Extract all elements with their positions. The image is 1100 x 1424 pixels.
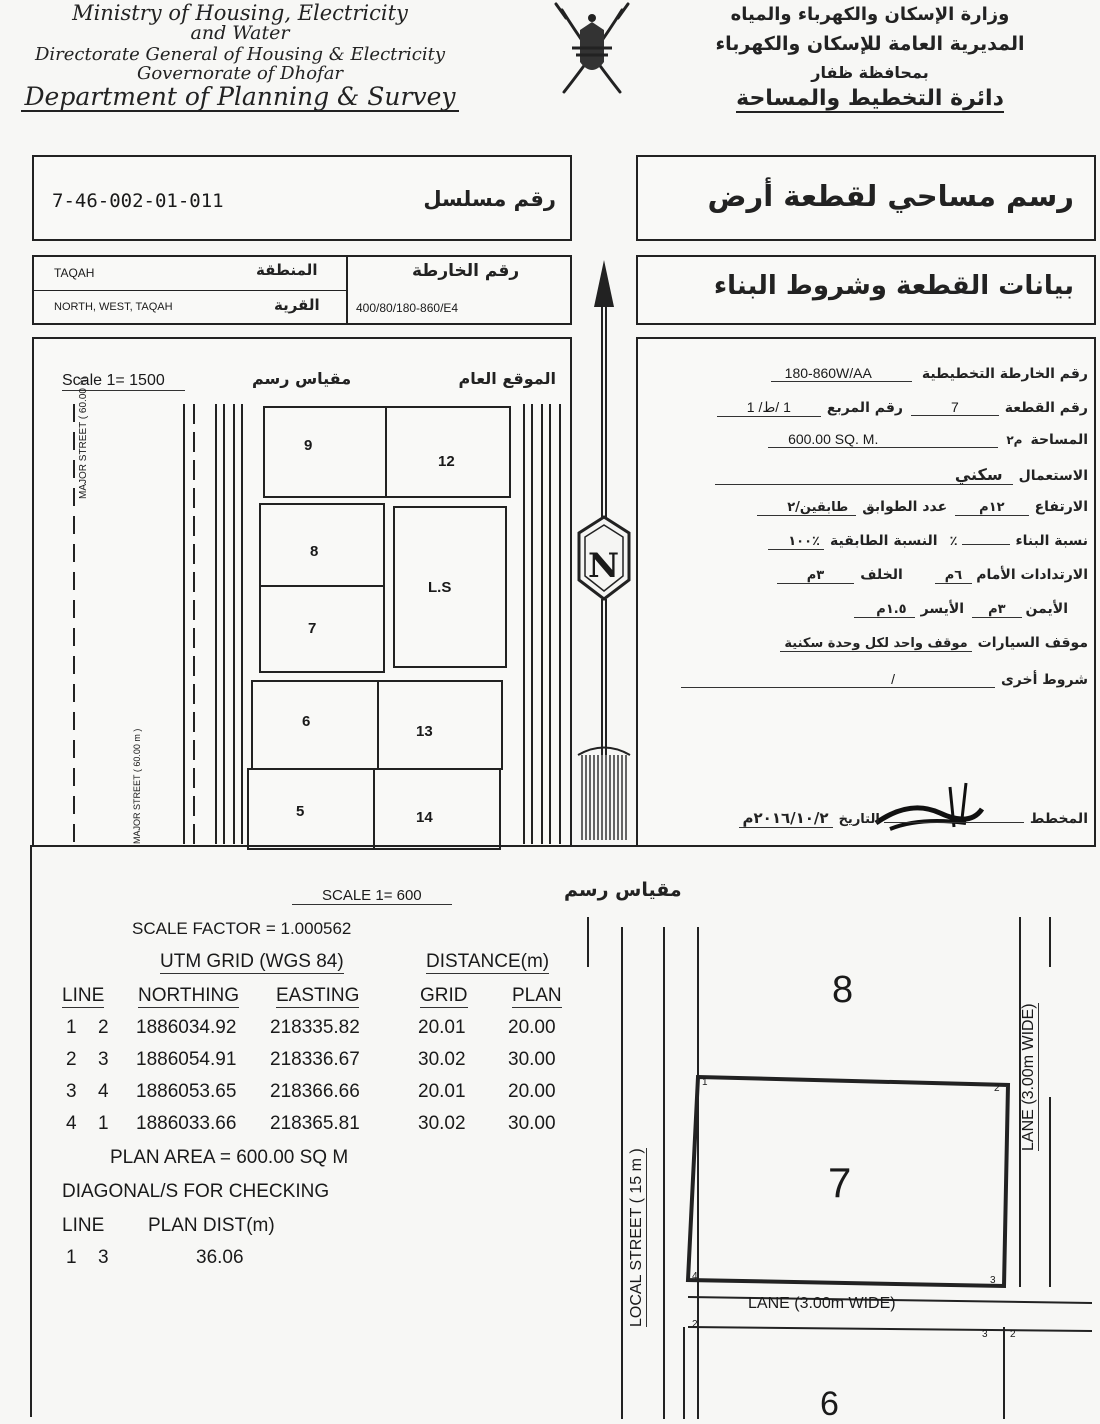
location-plan-label: الموقع العام xyxy=(458,369,556,388)
survey-scale-value: SCALE 1= 600 xyxy=(292,887,452,905)
serial-box xyxy=(32,155,572,241)
utm-header: UTM GRID (WGS 84) xyxy=(160,951,344,972)
survey-plot-6: 6 xyxy=(820,1385,839,1423)
location-plot-5: 5 xyxy=(296,803,305,820)
row1-b: 2 xyxy=(98,1017,109,1038)
survey-plot-8: 8 xyxy=(832,969,854,1011)
location-plot-ls: L.S xyxy=(428,579,452,596)
corner-3: 3 xyxy=(990,1275,996,1286)
map-number-value: 400/80/180-860/E4 xyxy=(356,301,459,315)
row3-plan: 20.00 xyxy=(508,1081,556,1102)
row3-b: 4 xyxy=(98,1081,109,1102)
lane-south-label: LANE (3.00m WIDE) xyxy=(748,1295,896,1312)
cond-row-other: شروط أخرى / xyxy=(681,671,1088,688)
survey-scale-label: مقياس رسم xyxy=(564,879,682,901)
title-box xyxy=(636,155,1096,241)
oman-emblem-icon xyxy=(542,0,642,105)
village-label: القرية xyxy=(274,296,320,314)
row4-b: 1 xyxy=(98,1113,109,1134)
corner-1: 1 xyxy=(702,1077,708,1088)
location-plot-6: 6 xyxy=(302,713,311,730)
region-label: المنطقة xyxy=(256,261,318,279)
diag-b: 3 xyxy=(98,1247,109,1268)
row2-grid: 30.02 xyxy=(418,1049,466,1070)
corner-4: 4 xyxy=(692,1271,698,1282)
row1-easting: 218335.82 xyxy=(270,1017,360,1038)
location-scale-label: مقياس رسم xyxy=(252,369,352,388)
cond-row-plot-no: رقم القطعة 7 رقم المربع 1 /ط/ 1 xyxy=(717,399,1088,417)
diag-col-line: LINE xyxy=(62,1215,105,1236)
local-street-label: LOCAL STREET ( 15 m ) xyxy=(628,1148,645,1327)
ministry-name-en-2: and Water xyxy=(190,22,290,45)
cond-row-planner: المخطط التاريخ ٢٠١٦/١٠/٢م xyxy=(739,809,1088,828)
cond-row-area: المساحة م٢ 600.00 SQ. M. xyxy=(768,431,1088,448)
corner-5: 2 xyxy=(692,1319,698,1330)
col-easting: EASTING xyxy=(276,985,360,1006)
major-street-label: MAJOR STREET ( 60.00 m xyxy=(78,376,89,499)
ministry-name-ar: وزارة الإسكان والكهرباء والمياه xyxy=(730,4,1010,25)
diag-a: 1 xyxy=(66,1247,77,1268)
row2-a: 2 xyxy=(66,1049,77,1070)
location-scale-value: Scale 1= 1500 xyxy=(62,372,185,391)
department-name-ar: دائرة التخطيط والمساحة xyxy=(736,86,1004,111)
row4-easting: 218365.81 xyxy=(270,1113,360,1134)
corner-7: 2 xyxy=(1010,1329,1016,1340)
row3-easting: 218366.66 xyxy=(270,1081,360,1102)
col-line: LINE xyxy=(62,985,105,1006)
row3-a: 3 xyxy=(66,1081,77,1102)
survey-section xyxy=(30,845,1090,1423)
row2-plan: 30.00 xyxy=(508,1049,556,1070)
governorate-name-ar: بمحافظة ظفار xyxy=(811,63,929,82)
row1-grid: 20.01 xyxy=(418,1017,466,1038)
row4-grid: 30.02 xyxy=(418,1113,466,1134)
cond-row-use: الاستعمال سكني xyxy=(715,465,1088,485)
cond-row-planning-map: رقم الخارطة التخطيطية 180-860W/AA xyxy=(771,365,1088,382)
diag-value: 36.06 xyxy=(196,1247,244,1268)
cond-row-parking: موقف السيارات موقف واحد لكل وحدة سكنية xyxy=(780,635,1088,652)
row4-a: 4 xyxy=(66,1113,77,1134)
plan-area: PLAN AREA = 600.00 SQ M xyxy=(110,1147,349,1168)
conditions-box xyxy=(636,337,1096,847)
diag-col-dist: PLAN DIST(m) xyxy=(148,1215,275,1236)
row1-plan: 20.00 xyxy=(508,1017,556,1038)
cond-row-coverage: نسبة البناء ٪ النسبة الطابقية ٪١٠٠ xyxy=(768,533,1088,550)
north-letter: N xyxy=(588,546,620,586)
cond-row-sides: الأيمن ٣م الأيسر ١.٥م xyxy=(854,601,1088,618)
serial-label: رقم مسلسل xyxy=(423,187,556,211)
row2-b: 3 xyxy=(98,1049,109,1070)
location-plan-drawing xyxy=(34,339,574,849)
location-plot-9: 9 xyxy=(304,437,313,454)
location-plan-box xyxy=(32,337,572,847)
department-name-en: Department of Planning & Survey xyxy=(21,84,460,112)
map-number-label: رقم الخارطة xyxy=(412,261,520,281)
location-plot-12: 12 xyxy=(438,453,455,470)
col-northing: NORTHING xyxy=(138,985,239,1006)
conditions-title: بيانات القطعة وشروط البناء xyxy=(713,271,1074,301)
diagonal-title: DIAGONAL/S FOR CHECKING xyxy=(62,1181,330,1202)
location-id-box xyxy=(32,255,572,325)
cond-row-height: الارتفاع ١٢م عدد الطوابق طابقين/٢ xyxy=(757,499,1088,516)
row2-easting: 218336.67 xyxy=(270,1049,360,1070)
governorate-name-en: Governorate of Dhofar xyxy=(136,62,344,84)
major-street-label-2: MAJOR STREET ( 60.00 m ) xyxy=(132,728,142,844)
header-english xyxy=(20,0,460,112)
directorate-name-en: Directorate General of Housing & Electricity xyxy=(34,43,446,65)
ministry-name-en: Ministry of Housing, Electricity xyxy=(72,1,408,25)
cond-row-setbacks: الارتدادات الأمام ٦م الخلف ٣م xyxy=(777,567,1088,584)
location-plot-7: 7 xyxy=(308,620,317,637)
row3-northing: 1886053.65 xyxy=(136,1081,237,1102)
lane-east-label: LANE (3.00m WIDE) xyxy=(1020,1003,1037,1151)
header-arabic xyxy=(640,0,1100,113)
region-value: TAQAH xyxy=(54,266,95,280)
conditions-title-box xyxy=(636,255,1096,325)
scale-factor: SCALE FACTOR = 1.000562 xyxy=(132,919,352,938)
distance-header: DISTANCE(m) xyxy=(426,951,550,972)
row2-northing: 1886054.91 xyxy=(136,1049,237,1070)
location-plot-8: 8 xyxy=(310,543,319,560)
row1-northing: 1886034.92 xyxy=(136,1017,237,1038)
directorate-name-ar: المديرية العامة للإسكان والكهرباء xyxy=(715,33,1025,55)
corner-6: 3 xyxy=(982,1329,988,1340)
corner-2: 2 xyxy=(994,1083,1000,1094)
plan-title: رسم مساحي لقطعة أرض xyxy=(707,179,1074,213)
serial-value: 7-46-002-01-011 xyxy=(52,190,224,212)
col-grid: GRID xyxy=(420,985,468,1006)
village-value: NORTH, WEST, TAQAH xyxy=(54,301,173,313)
row4-plan: 30.00 xyxy=(508,1113,556,1134)
row3-grid: 20.01 xyxy=(418,1081,466,1102)
row4-northing: 1886033.66 xyxy=(136,1113,237,1134)
survey-plot-7: 7 xyxy=(828,1159,852,1206)
row1-a: 1 xyxy=(66,1017,77,1038)
location-plot-13: 13 xyxy=(416,723,433,740)
location-plot-14: 14 xyxy=(416,809,433,826)
col-plan: PLAN xyxy=(512,985,562,1006)
